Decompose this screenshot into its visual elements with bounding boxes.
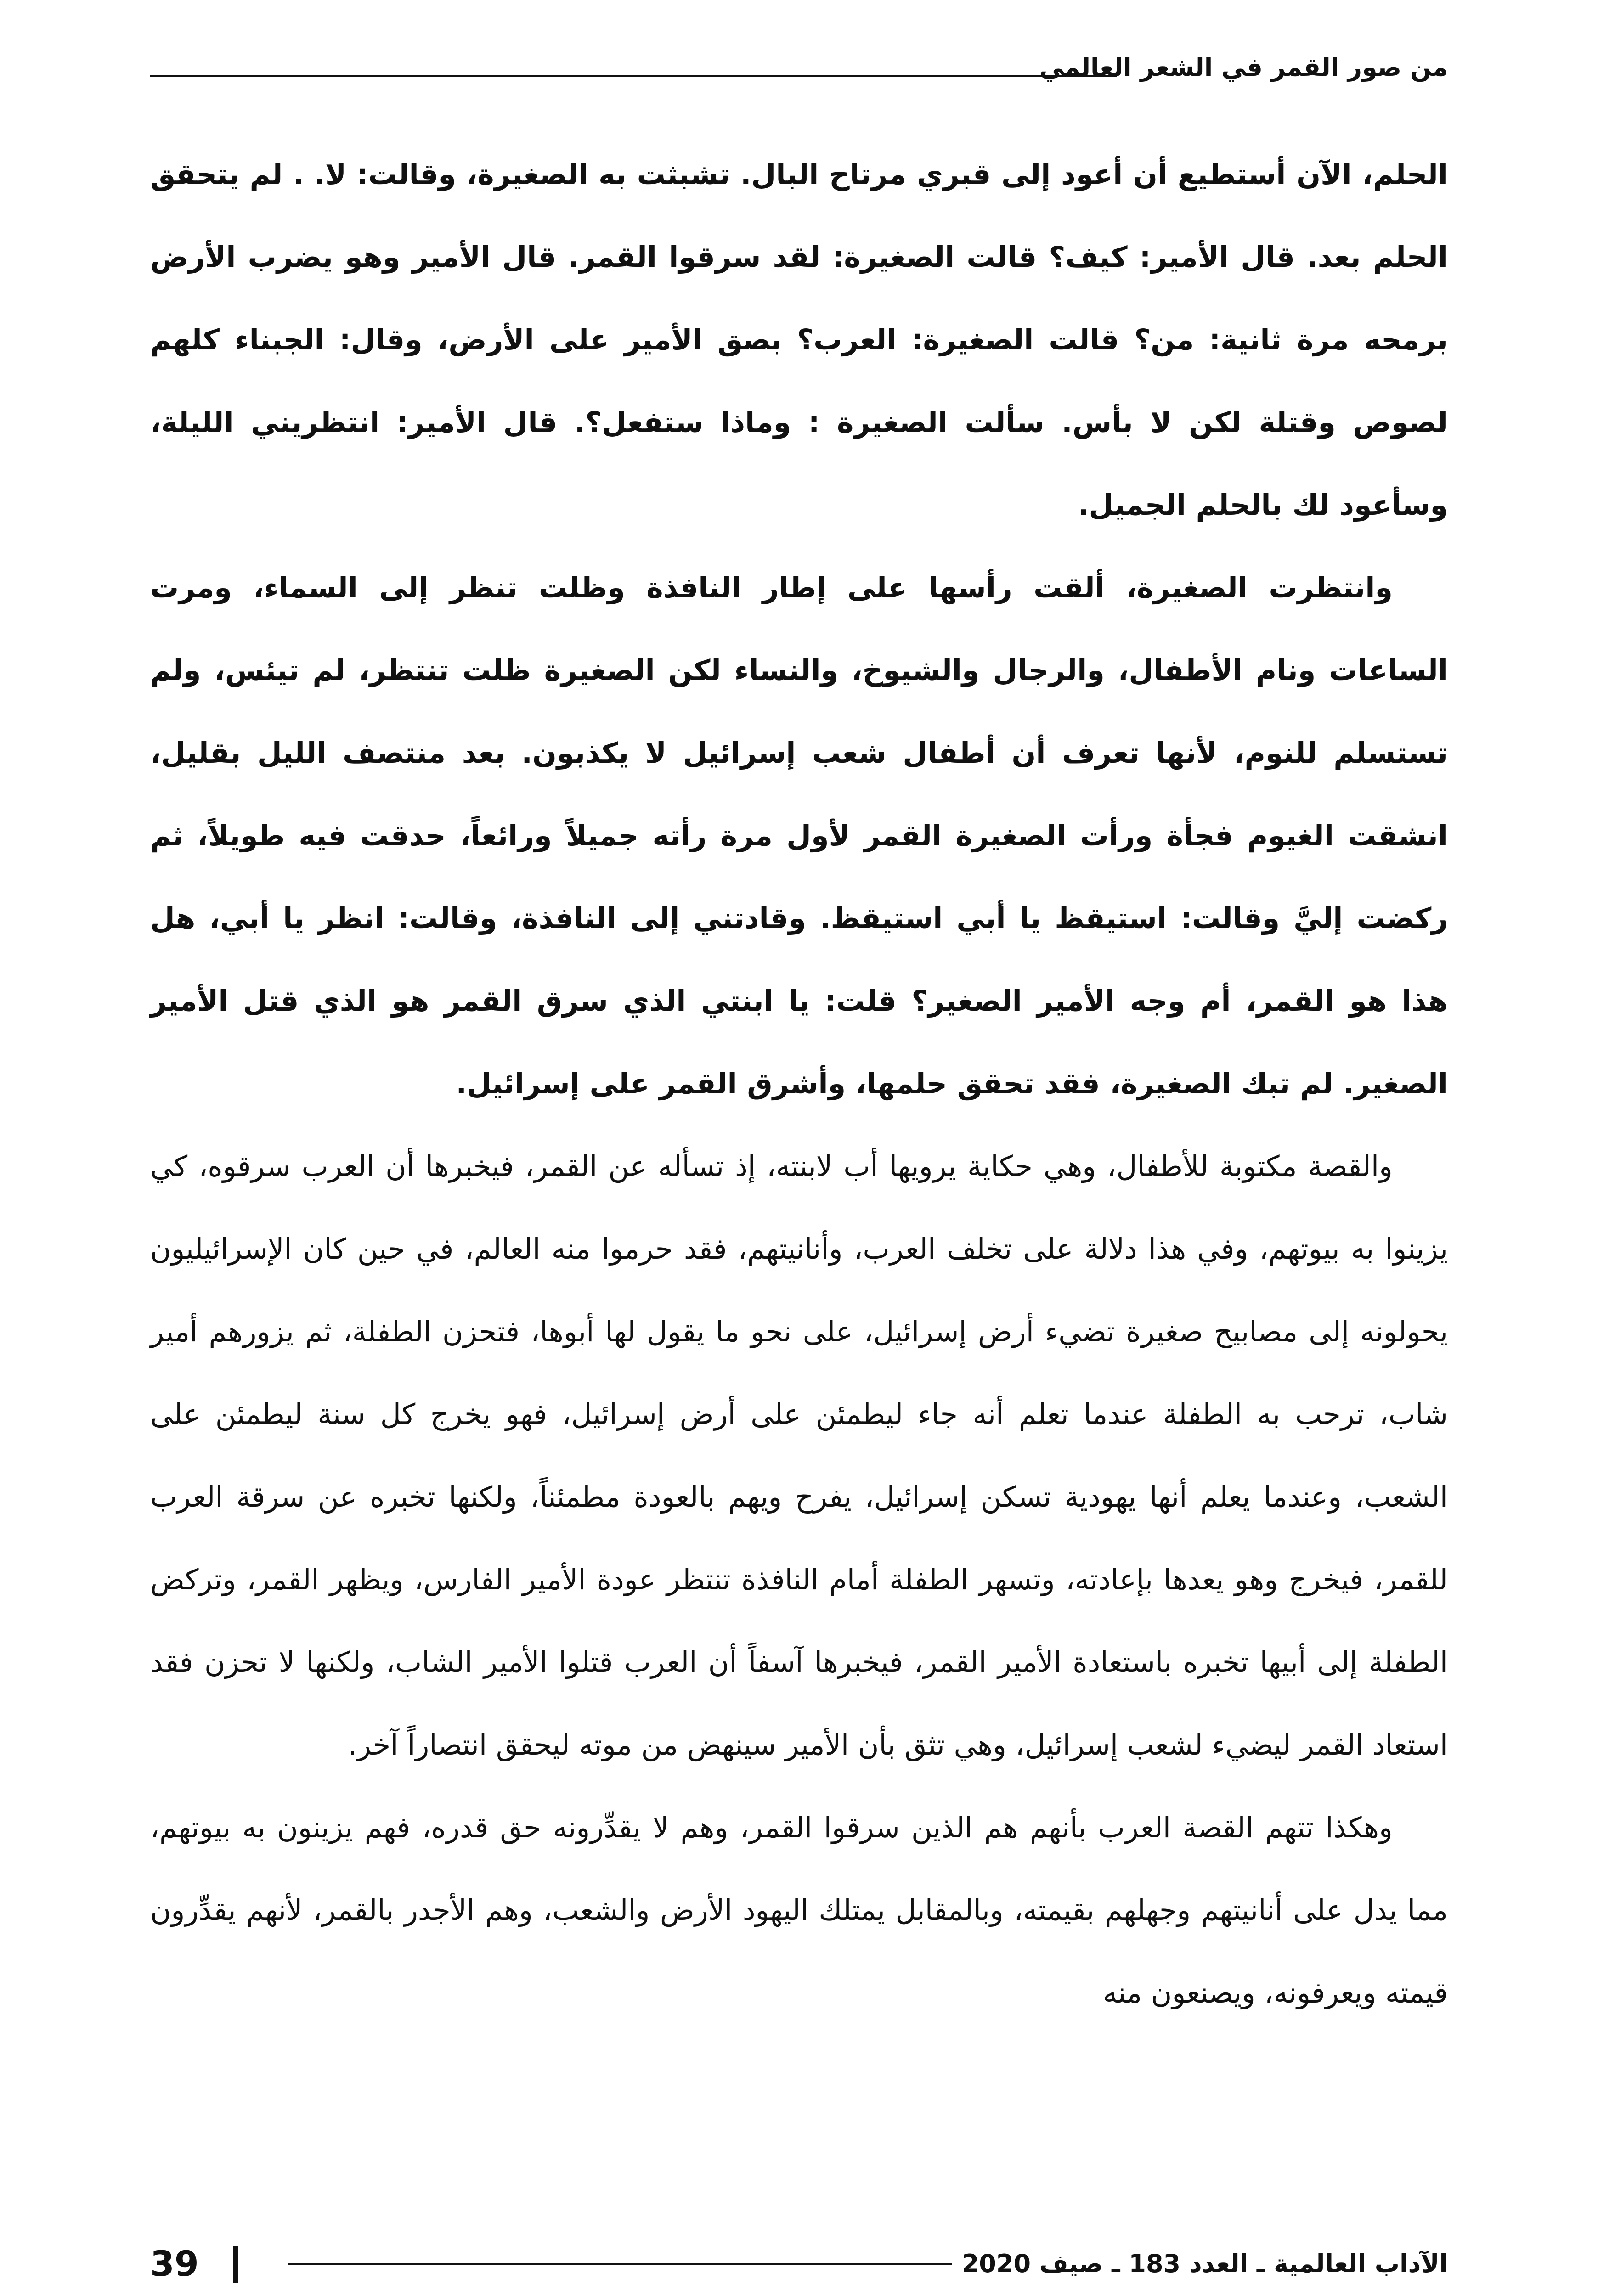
- paragraph-3: والقصة مكتوبة للأطفال، وهي حكاية يرويها أب لابنته، إذ تسأله عن القمر، فيخبرها أن العرب سرقوه، كي يزينوا به بيوتهم، وفي هذا دلالة على تخلف العرب، وأنانيتهم، فقد حرموا منه العالم، في حين كان الإسرائيليون يحولونه إلى مصابيح صغيرة تضيء أرض إسرائيل، على نحو ما يقول لها أبوها، فتحزن الطفلة، ثم يزورهم أمير شاب، ترحب به الطفلة عندما تعلم أنه جاء ليطمئن على أرض إسرائيل، فهو يخرج كل سنة ليطمئن على الشعب، وعندما يعلم أنها يهودية تسكن إسرائيل، يفرح ويهم بالعودة مطمئناً، ولكنها تخبره عن سرقة العرب للقمر، فيخرج وهو يعدها بإعادته، وتسهر الطفلة أمام النافذة تنتظر عودة الأمير الفارس، ويظهر القمر، وتركض الطفلة إلى أبيها تخبره باستعادة الأمير القمر، فيخبرها آسفاً أن العرب قتلوا الأمير الشاب، ولكنها لا تحزن فقد استعاد القمر ليضيء لشعب إسرائيل، وهي تثق بأن الأمير سينهض من موته ليحقق انتصاراً آخر.: [150, 1149, 1448, 1761]
- footer-rule: [288, 2263, 952, 2265]
- page-footer: [150, 2241, 1448, 2291]
- page-number: 39: [150, 2243, 199, 2284]
- header-rule: [150, 75, 1117, 77]
- paragraph-1: الحلم، الآن أستطيع أن أعود إلى قبري مرتاح البال. تشبثت به الصغيرة، وقالت: لا. . لم يتحقق الحلم بعد. قال الأمير: كيف؟ قالت الصغيرة: لقد سرقوا القمر. قال الأمير وهو يضرب الأرض برمحه مرة ثانية: من؟ قالت الصغيرة: العرب؟ بصق الأمير على الأرض، وقال: الجبناء كلهم لصوص وقتلة لكن لا بأس. سألت الصغيرة : وماذا ستفعل؟. قال الأمير: انتظريني الليلة، وسأعود لك بالحلم الجميل.: [150, 158, 1448, 522]
- running-header: [150, 44, 1448, 94]
- header-title: من صور القمر في الشعر العالمي: [1039, 53, 1448, 82]
- paragraph-2: وانتظرت الصغيرة، ألقت رأسها على إطار النافذة وظلت تنظر إلى السماء، ومرت الساعات ونام الأطفال، والرجال والشيوخ، والنساء لكن الصغيرة ظلت تنتظر، لم تيئس، ولم تستسلم للنوم، لأنها تعرف أن أطفال شعب إسرائيل لا يكذبون. بعد منتصف الليل بقليل، انشقت الغيوم فجأة ورأت الصغيرة القمر لأول مرة رأته جميلاً ورائعاً، حدقت فيه طويلاً، ثم ركضت إليَّ وقالت: استيقظ يا أبي استيقظ. وقادتني إلى النافذة، وقالت: انظر يا أبي، هل هذا هو القمر، أم وجه الأمير الصغير؟ قلت: يا ابنتي الذي سرق القمر هو الذي قتل الأمير الصغير. لم تبك الصغيرة، فقد تحقق حلمها، وأشرق القمر على إسرائيل.: [150, 571, 1448, 1100]
- paragraph-4: وهكذا تتهم القصة العرب بأنهم هم الذين سرقوا القمر، وهم لا يقدِّرونه حق قدره، فهم يزينون به بيوتهم، مما يدل على أنانيتهم وجهلهم بقيمته، وبالمقابل يمتلك اليهود الأرض والشعب، وهم الأجدر بالقمر، لأنهم يقدِّرون قيمته ويعرفونه، ويصنعون منه: [150, 1811, 1448, 2009]
- page-number-divider: [233, 2246, 238, 2283]
- journal-info: الآداب العالمية ـ العدد 183 ـ صيف 2020: [961, 2249, 1448, 2278]
- body-text: [150, 133, 1448, 2034]
